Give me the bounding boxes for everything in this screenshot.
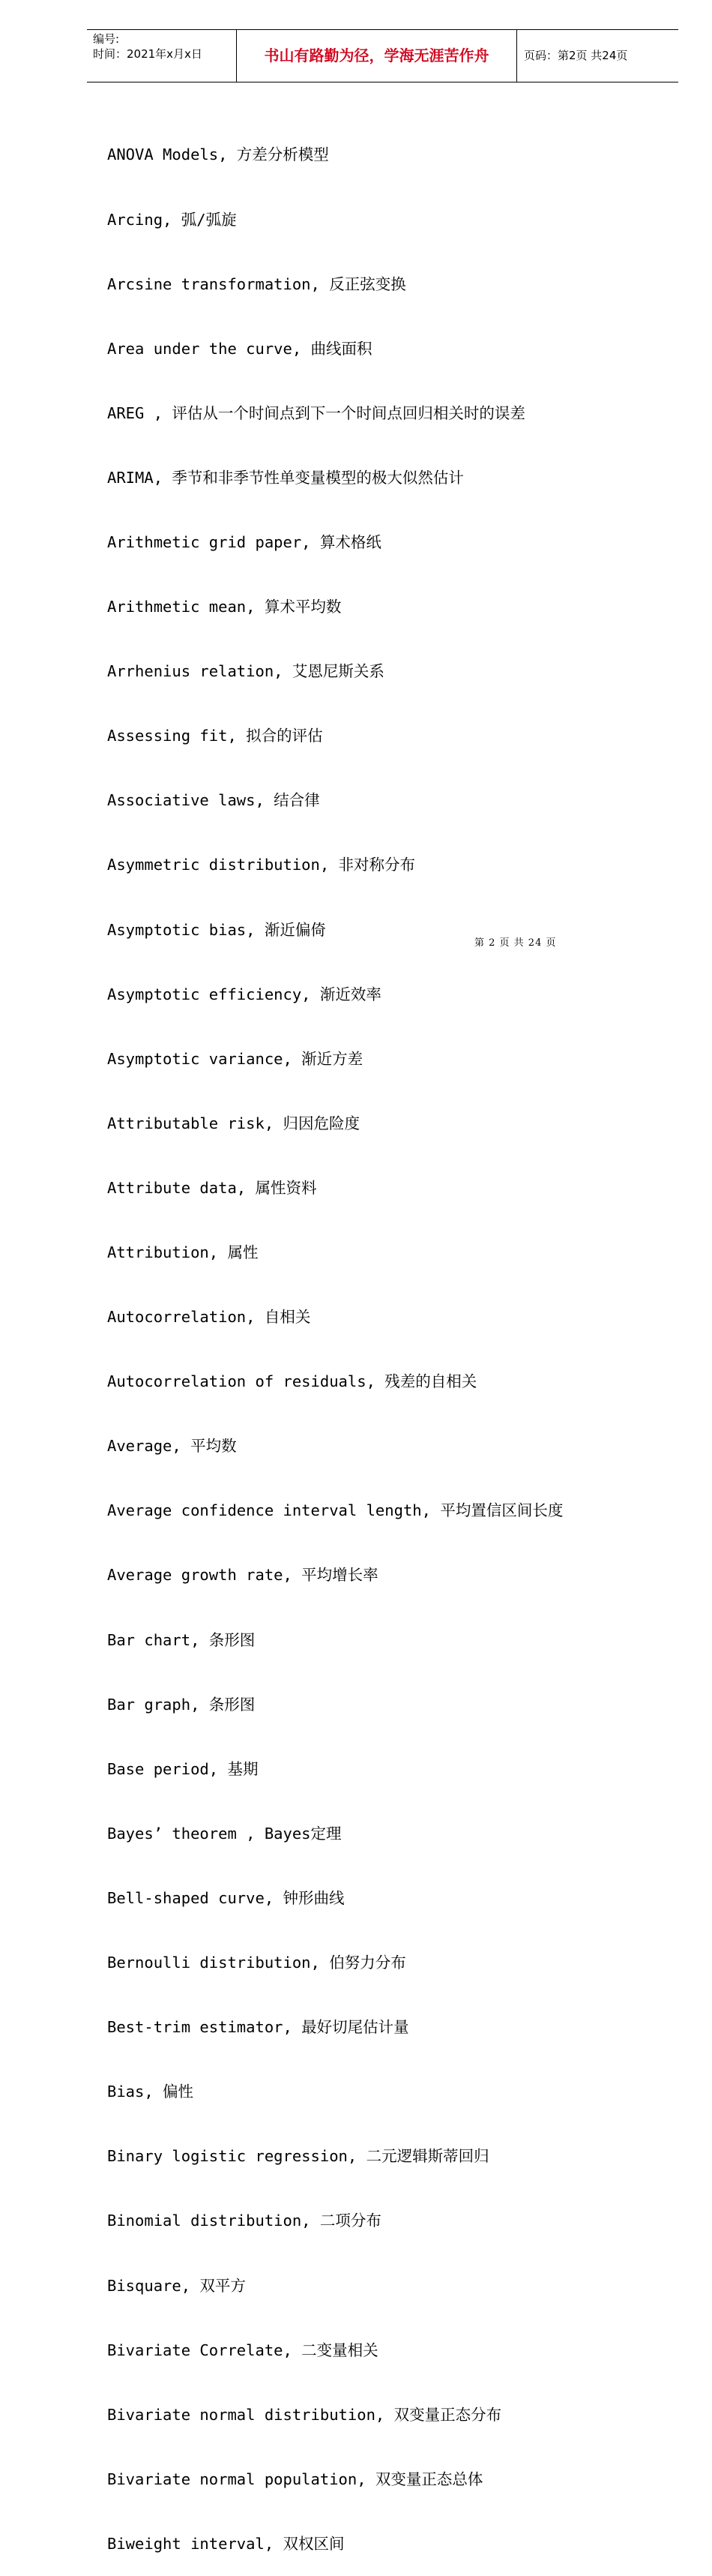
- glossary-entry: Asymptotic bias, 渐近偏倚: [107, 920, 326, 939]
- glossary-entry: Bernoulli distribution, 伯努力分布: [107, 1954, 406, 1972]
- glossary-entry: Biweight interval, 双权区间: [107, 2534, 345, 2553]
- glossary-entry: Best-trim estimator, 最好切尾估计量: [107, 2018, 409, 2037]
- glossary-entry: Attribute data, 属性资料: [107, 1178, 317, 1197]
- page-footer: 第 2 页 共 24 页: [474, 937, 557, 949]
- glossary-entry: Asymmetric distribution, 非对称分布: [107, 856, 416, 874]
- header-motto: 书山有路勤为径，学海无涯苦作舟: [264, 46, 489, 64]
- glossary-entry: Bar chart, 条形图: [107, 1630, 256, 1649]
- glossary-entry: Arithmetic grid paper, 算术格纸: [107, 532, 381, 551]
- glossary-entry: Autocorrelation, 自相关: [107, 1308, 311, 1327]
- glossary-entry: Assessing fit, 拟合的评估: [107, 727, 323, 745]
- glossary-entry: Binomial distribution, 二项分布: [107, 2212, 381, 2230]
- glossary-entry: Bias, 偏性: [107, 2083, 194, 2101]
- glossary-entry: Arcing, 弧/弧旋: [107, 210, 237, 229]
- glossary-entry: Asymptotic variance, 渐近方差: [107, 1049, 363, 1068]
- glossary-list: [107, 101, 563, 2576]
- glossary-entry: Asymptotic efficiency, 渐近效率: [107, 985, 381, 1003]
- glossary-entry: Arithmetic mean, 算术平均数: [107, 598, 342, 616]
- glossary-entry: Base period, 基期: [107, 1759, 259, 1778]
- glossary-entry: Arrhenius relation, 艾恩尼斯关系: [107, 662, 384, 681]
- glossary-entry: Attributable risk, 归因危险度: [107, 1114, 360, 1132]
- serial-label: 编号:: [93, 32, 120, 46]
- glossary-entry: Bivariate Correlate, 二变量相关: [107, 2341, 378, 2359]
- glossary-entry: AREG , 评估从一个时间点到下一个时间点回归相关时的误差: [107, 403, 525, 422]
- header-meta: [93, 31, 202, 61]
- glossary-entry: Bell-shaped curve, 钟形曲线: [107, 1888, 345, 1907]
- glossary-entry: Average confidence interval length, 平均置信区间长度: [107, 1501, 564, 1520]
- glossary-entry: Associative laws, 结合律: [107, 791, 320, 810]
- time-label: 时间：2021年x月x日: [93, 47, 202, 61]
- glossary-entry: ARIMA, 季节和非季节性单变量模型的极大似然估计: [107, 468, 464, 487]
- header-divider: [516, 30, 517, 82]
- glossary-entry: Average growth rate, 平均增长率: [107, 1566, 378, 1585]
- glossary-entry: Attribution, 属性: [107, 1243, 259, 1261]
- glossary-entry: Autocorrelation of residuals, 残差的自相关: [107, 1372, 477, 1391]
- glossary-entry: ANOVA Models, 方差分析模型: [107, 145, 329, 164]
- glossary-entry: Bivariate normal population, 双变量正态总体: [107, 2470, 483, 2488]
- glossary-entry: Bivariate normal distribution, 双变量正态分布: [107, 2405, 502, 2424]
- glossary-entry: Area under the curve, 曲线面积: [107, 339, 372, 358]
- glossary-entry: Average, 平均数: [107, 1437, 237, 1456]
- glossary-entry: Bisquare, 双平方: [107, 2276, 246, 2295]
- glossary-entry: Arcsine transformation, 反正弦变换: [107, 274, 406, 293]
- glossary-entry: Binary logistic regression, 二元逻辑斯蒂回归: [107, 2147, 489, 2166]
- page-header: [87, 29, 678, 82]
- header-page-info: 页码：第2页 共24页: [524, 49, 628, 62]
- glossary-entry: Bar graph, 条形图: [107, 1695, 256, 1714]
- glossary-entry: Bayes’ theorem , Bayes定理: [107, 1824, 342, 1843]
